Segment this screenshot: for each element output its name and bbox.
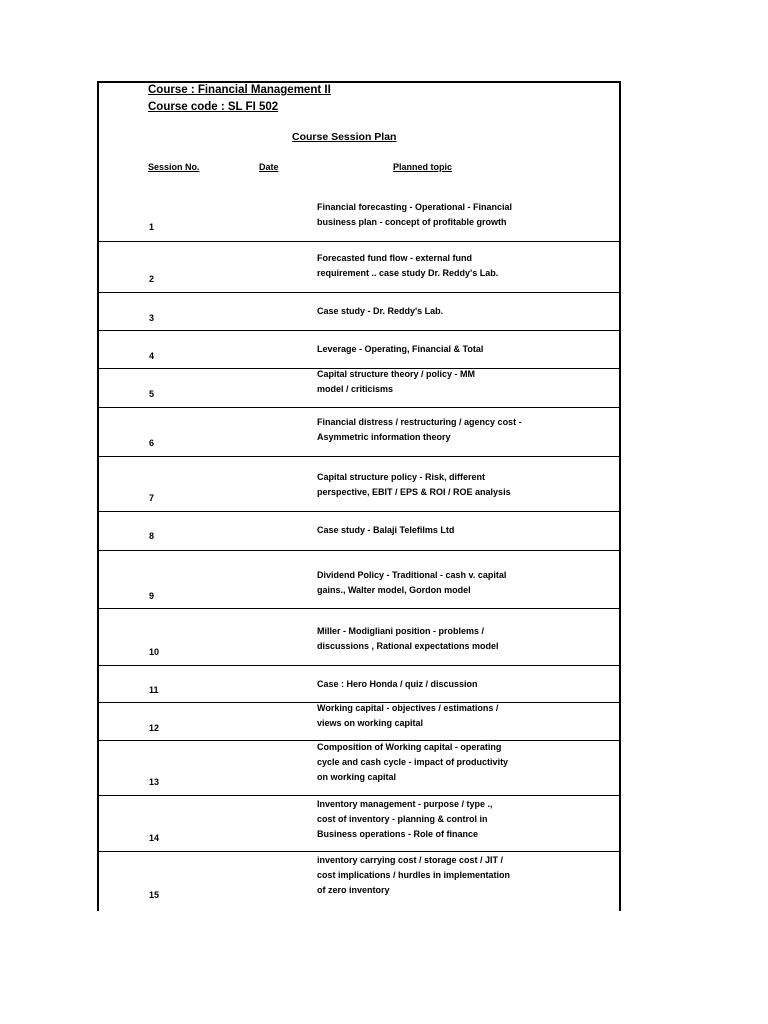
session-topic: Capital structure theory / policy - MM model / criticisms: [317, 369, 476, 394]
row-divider: [97, 665, 621, 666]
row-divider: [97, 456, 621, 457]
session-topic: Inventory management - purpose / type ., cost of inventory - planning & control in Business operations - Role of finance: [317, 799, 493, 839]
session-number: 3: [149, 313, 155, 323]
session-topic: Capital structure policy - Risk, different perspective, EBIT / EPS & ROI / ROE analysis: [317, 472, 511, 497]
session-number: 12: [149, 723, 160, 733]
row-divider: [97, 550, 621, 551]
session-number: 13: [149, 777, 160, 787]
session-number: 14: [149, 833, 160, 843]
row-divider: [97, 241, 621, 242]
session-topic: Leverage - Operating, Financial & Total: [317, 344, 484, 354]
session-topic: Case study - Dr. Reddy's Lab.: [317, 306, 444, 316]
session-topic: Financial forecasting - Operational - Financial business plan - concept of profitable growth: [317, 202, 513, 227]
row-divider: [97, 330, 621, 331]
plan-title: Course Session Plan: [292, 131, 397, 143]
session-topic: Financial distress / restructuring / agency cost - Asymmetric information theory: [317, 417, 522, 442]
session-topic: Case : Hero Honda / quiz / discussion: [317, 679, 478, 689]
course-code: Course code : SL FI 502: [148, 101, 279, 113]
session-topic: Composition of Working capital - operating cycle and cash cycle - impact of productivity on working capital: [317, 742, 509, 782]
session-topic: Miller - Modigliani position - problems / discussions , Rational expectations model: [317, 626, 499, 651]
row-divider: [97, 608, 621, 609]
session-number: 1: [149, 222, 155, 232]
course-name: Course : Financial Management II: [148, 84, 331, 96]
session-number: 4: [149, 351, 155, 361]
session-number: 9: [149, 591, 155, 601]
column-header-date: Date: [259, 162, 279, 172]
session-number: 10: [149, 647, 160, 657]
session-number: 8: [149, 531, 155, 541]
row-divider: [97, 292, 621, 293]
session-number: 7: [149, 493, 155, 503]
row-divider: [97, 851, 621, 852]
session-topic: Case study - Balaji Telefilms Ltd: [317, 525, 455, 535]
session-topic: Working capital - objectives / estimations / views on working capital: [317, 703, 499, 728]
session-number: 2: [149, 274, 155, 284]
session-topic: Forecasted fund flow - external fund requirement .. case study Dr. Reddy's Lab.: [317, 253, 499, 278]
row-divider: [97, 407, 621, 408]
session-number: 6: [149, 438, 155, 448]
session-topic: Dividend Policy - Traditional - cash v. capital gains., Walter model, Gordon model: [317, 570, 507, 595]
session-number: 11: [149, 685, 159, 695]
session-number: 15: [149, 890, 160, 900]
column-header-topic: Planned topic: [393, 162, 453, 172]
session-number: 5: [149, 389, 155, 399]
session-topic: inventory carrying cost / storage cost / JIT / cost implications / hurdles in implementation of zero inventory: [317, 855, 511, 895]
row-divider: [97, 795, 621, 796]
row-divider: [97, 511, 621, 512]
column-header-session: Session No.: [148, 162, 200, 172]
